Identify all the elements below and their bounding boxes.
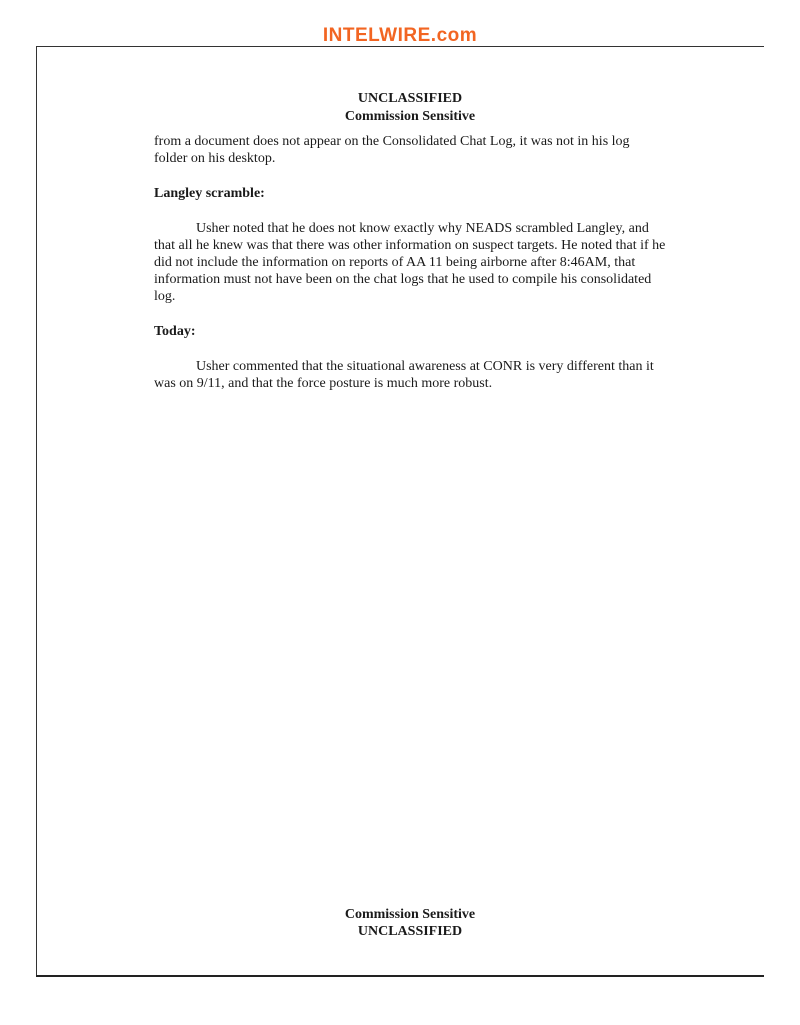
- footer-sensitivity-label: Commission Sensitive: [344, 907, 476, 922]
- header-classification-level: UNCLASSIFIED: [357, 91, 463, 106]
- header-sensitivity-label: Commission Sensitive: [344, 109, 476, 124]
- bottom-border-rule: [36, 975, 764, 977]
- header-classification: [0, 90, 800, 126]
- footer-classification: [0, 906, 800, 940]
- footer-classification-level: UNCLASSIFIED: [357, 924, 463, 939]
- intro-paragraph: from a document does not appear on the Consolidated Chat Log, it was not in his log folder on his desktop.: [154, 134, 630, 166]
- section-heading-today: Today:: [154, 324, 196, 339]
- section-heading-langley-scramble: Langley scramble:: [154, 186, 265, 201]
- section-paragraph-today: Usher commented that the situational awareness at CONR is very different than it was on 9/11, and that the force posture is much more robust.: [154, 359, 654, 391]
- document-body: [154, 133, 666, 392]
- top-border-rule: [36, 46, 764, 47]
- section-paragraph-langley-scramble: Usher noted that he does not know exactly why NEADS scrambled Langley, and that all he knew was that there was other information on suspect targets. He noted that if he did not include the information on reports of AA 11 being airborne after 8:46AM, that information must not have been on the chat logs that he used to compile his consolidated log.: [154, 221, 666, 304]
- intelwire-watermark: INTELWIRE.com: [322, 25, 478, 46]
- left-border-rule: [36, 46, 37, 976]
